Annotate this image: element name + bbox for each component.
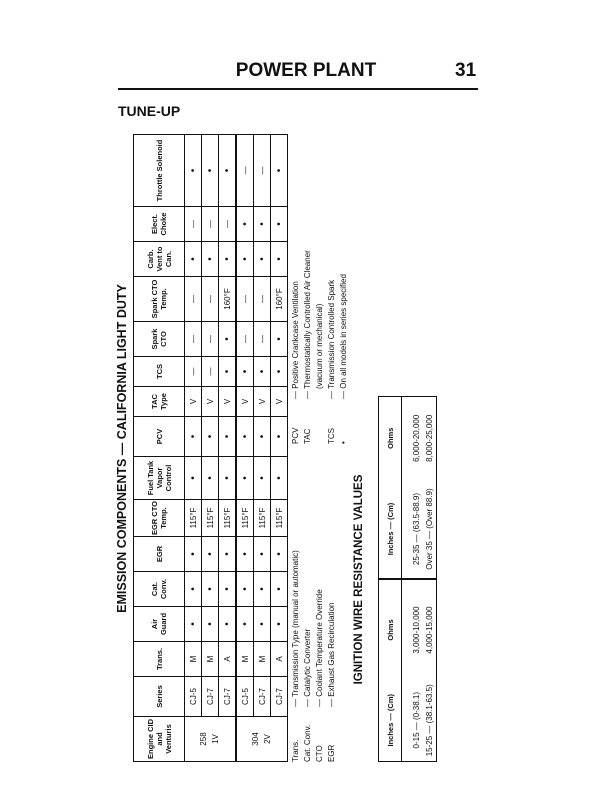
table-cell: • <box>236 207 254 242</box>
column-header: Cat. Conv. <box>134 572 185 607</box>
table-cell: • <box>236 537 254 572</box>
table-cell: — <box>219 207 237 242</box>
table-cell: 8,000-25,000 <box>425 414 434 462</box>
column-header: Spark CTO Temp. <box>134 277 185 322</box>
table-cell: • <box>236 242 254 277</box>
section-title: TUNE-UP <box>118 103 181 119</box>
table-cell: 115°F <box>185 500 202 537</box>
table-cell: • <box>185 242 202 277</box>
table-cell: • <box>219 417 237 457</box>
table-cell: V <box>271 387 288 417</box>
table-cell: M <box>236 642 254 677</box>
table-cell: • <box>185 457 202 500</box>
engine-cid: 304 <box>251 732 260 746</box>
table-cell: • <box>271 607 288 642</box>
table-cell: CJ-7 <box>271 677 288 717</box>
table-cell: • <box>254 572 271 607</box>
legend-abbr: CTO <box>315 745 324 762</box>
column-header: EGR CTO Temp. <box>134 500 185 537</box>
table-cell: 160°F <box>271 277 288 322</box>
table-cell: • <box>202 537 219 572</box>
table-cell: • <box>271 537 288 572</box>
table-cell: A <box>219 642 237 677</box>
table-cell: • <box>185 537 202 572</box>
table-cell: V <box>202 387 219 417</box>
legend-item <box>326 452 338 762</box>
table-cell: — <box>202 277 219 322</box>
table-cell: CJ-5 <box>185 677 202 717</box>
table-cell: • <box>254 607 271 642</box>
column-header: Ohms <box>379 397 402 480</box>
table-row <box>219 135 237 762</box>
column-header: Inches — (Cm) <box>379 480 402 580</box>
table-cell: • <box>202 572 219 607</box>
table-cell: • <box>185 572 202 607</box>
table-cell: 115°F <box>236 500 254 537</box>
legend-definition: — Transmission Controlled Spark <box>327 279 336 399</box>
table-cell: • <box>271 357 288 387</box>
table-cell: 15-25 — (38.1-63.5) <box>425 684 434 757</box>
legend-abbr: TAC <box>303 428 312 444</box>
legend-definition: — Transmission Type (manual or automatic) <box>291 550 300 707</box>
header-rule <box>118 88 478 90</box>
engine-cell <box>236 717 288 762</box>
table-cell: V <box>185 387 202 417</box>
table-cell: • <box>271 207 288 242</box>
column-header: Trans. <box>134 642 185 677</box>
table-cell: • <box>219 135 237 207</box>
legend-item <box>326 144 338 444</box>
table-cell: • <box>202 135 219 207</box>
column-header: EGR <box>134 537 185 572</box>
table-cell: 3,000-10,000 <box>402 580 424 680</box>
legend-abbr: • <box>339 441 348 444</box>
table-cell: • <box>271 572 288 607</box>
engine-cell <box>185 717 237 762</box>
legend-item <box>338 144 350 444</box>
table-cell: A <box>271 642 288 677</box>
column-header: Spark CTO <box>134 322 185 357</box>
rotated-content <box>115 135 470 762</box>
table-cell: CJ-5 <box>236 677 254 717</box>
legend-item <box>302 144 314 444</box>
table-cell: • <box>202 457 219 500</box>
table-cell: • <box>202 607 219 642</box>
table-cell: • <box>254 537 271 572</box>
table-cell: • <box>254 457 271 500</box>
table-cell: 115°F <box>271 500 288 537</box>
table-cell: — <box>185 277 202 322</box>
table-cell: V <box>254 387 271 417</box>
table-cell: • <box>236 572 254 607</box>
table-cell: — <box>202 322 219 357</box>
legend-definition: — Positive Crankcase Ventilation <box>291 281 300 399</box>
table-cell: 0-15 — (0-38.1) <box>412 692 421 749</box>
legend-item <box>290 452 302 762</box>
legend-definition: — On all models in series specified <box>339 274 348 399</box>
table-cell: — <box>236 135 254 207</box>
table-cell: — <box>236 322 254 357</box>
table-cell: 115°F <box>202 500 219 537</box>
legend-definition: — Exhaust Gas Recirculation <box>327 602 336 707</box>
column-header: Carb. Vent to Can. <box>134 242 185 277</box>
table-cell: • <box>271 417 288 457</box>
column-header: PCV <box>134 417 185 457</box>
table-cell: M <box>254 642 271 677</box>
column-header: Throttle Solenoid <box>134 135 185 207</box>
table-cell: • <box>254 357 271 387</box>
column-header: Inches — (Cm) <box>379 680 402 762</box>
table-cell: — <box>185 207 202 242</box>
table-cell: 6,000-20,000 <box>412 414 421 462</box>
column-header: Engine CID and Venturis <box>134 717 185 762</box>
table-cell: • <box>236 457 254 500</box>
table-cell: Over 35 — (Over 88.9) <box>425 488 434 570</box>
table-row <box>185 135 202 762</box>
table-cell: 115°F <box>219 500 237 537</box>
table-cell: • <box>271 242 288 277</box>
legend-abbr: Cat. Conv. <box>303 724 312 762</box>
ignition-table-title: IGNITION WIRE RESISTANCE VALUES <box>353 474 365 685</box>
table-row <box>402 397 424 762</box>
table-cell: • <box>219 242 237 277</box>
table-cell: • <box>219 607 237 642</box>
column-header: Ohms <box>379 580 402 680</box>
table-cell: • <box>219 537 237 572</box>
table-cell: • <box>254 417 271 457</box>
legend-item <box>314 144 326 444</box>
legend-definition: — Catalytic Converter <box>303 628 312 707</box>
table-cell: CJ-7 <box>219 677 237 717</box>
legend-item <box>314 452 326 762</box>
table-cell: 4,000-15,000 <box>423 580 437 680</box>
table-cell: CJ-7 <box>254 677 271 717</box>
table-cell: • <box>271 322 288 357</box>
legend-definition: — Coolant Temperature Override <box>315 589 324 707</box>
table-cell: — <box>202 207 219 242</box>
table-cell: • <box>202 417 219 457</box>
table-cell: — <box>254 277 271 322</box>
column-header: TCS <box>134 357 185 387</box>
table-cell: • <box>236 417 254 457</box>
legend-definition: (vacuum or mechanical) <box>315 303 324 389</box>
table-cell: • <box>236 607 254 642</box>
table-cell: • <box>254 242 271 277</box>
table-cell: M <box>202 642 219 677</box>
table-cell: V <box>219 387 237 417</box>
table-cell: — <box>254 135 271 207</box>
engine-venturi: 1V <box>211 734 220 744</box>
table-cell: 160°F <box>219 277 237 322</box>
engine-cid: 258 <box>199 732 208 746</box>
emission-table-title: EMISSION COMPONENTS — CALIFORNIA LIGHT DUTY <box>115 284 129 613</box>
table-cell: CJ-7 <box>202 677 219 717</box>
page-number: 31 <box>455 60 477 81</box>
table-cell: • <box>236 357 254 387</box>
legend-item <box>302 452 314 762</box>
table-cell: • <box>219 572 237 607</box>
ignition-table <box>378 396 437 762</box>
table-cell: • <box>271 135 288 207</box>
table-cell: • <box>185 135 202 207</box>
column-header: Elect. Choke <box>134 207 185 242</box>
engine-venturi: 2V <box>263 734 272 744</box>
table-cell: — <box>236 277 254 322</box>
emission-table <box>133 134 288 762</box>
column-header: Fuel Tank Vapor Control <box>134 457 185 500</box>
table-cell: • <box>254 207 271 242</box>
legend-right <box>290 144 350 444</box>
table-row <box>423 397 437 762</box>
legend-item <box>290 144 302 444</box>
table-cell: — <box>185 357 202 387</box>
table-cell: • <box>271 457 288 500</box>
table-cell: V <box>236 387 254 417</box>
table-cell: • <box>185 417 202 457</box>
legend-abbr: Trans. <box>291 739 300 762</box>
legend-definition: — Thermostatically Controlled Air Cleaner <box>303 250 312 399</box>
column-header: TAC Type <box>134 387 185 417</box>
table-row <box>271 135 288 762</box>
legend-abbr: TCS <box>327 428 336 444</box>
column-header: Air Guard <box>134 607 185 642</box>
table-cell: 25-35 — (63.5-88.9) <box>412 492 421 566</box>
table-cell: — <box>185 322 202 357</box>
table-cell: M <box>185 642 202 677</box>
table-row <box>236 135 254 762</box>
table-cell: • <box>219 322 237 357</box>
table-cell: • <box>219 457 237 500</box>
table-cell: • <box>185 607 202 642</box>
page-title: POWER PLANT <box>235 60 377 81</box>
table-cell: • <box>219 357 237 387</box>
column-header: Series <box>134 677 185 717</box>
legend-abbr: PCV <box>291 427 300 444</box>
legend-left <box>290 452 338 762</box>
table-cell: • <box>202 242 219 277</box>
table-row <box>254 135 271 762</box>
legend-abbr: EGR <box>327 744 336 762</box>
table-cell: — <box>254 322 271 357</box>
table-cell: 115°F <box>254 500 271 537</box>
table-row <box>202 135 219 762</box>
table-cell: — <box>202 357 219 387</box>
